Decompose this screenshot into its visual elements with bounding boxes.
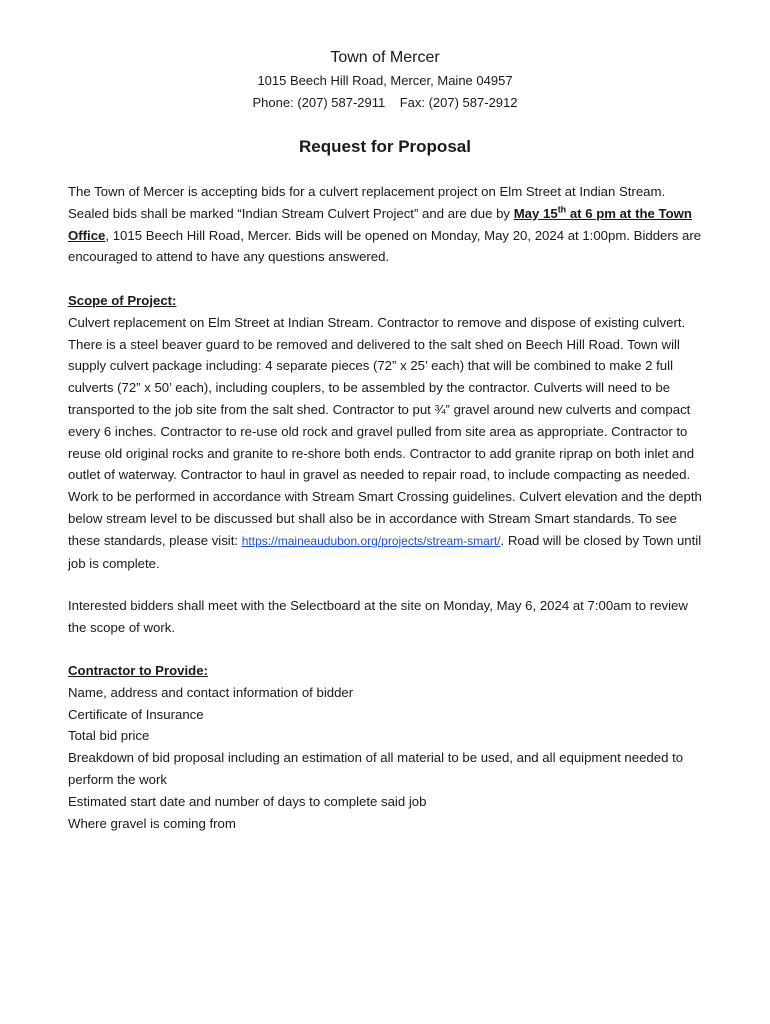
due-date-a: May 15 (513, 205, 558, 221)
scope-text: Culvert replacement on Elm Street at Indian Stream. Contractor to remove and dispose of existing culvert. There is a steel beaver guard to be removed and delivered to the salt shed on Beech Hill Road. Town will supply culvert package including: 4 separate pieces (72” x 25’ each) that will be combined to make 2 full culverts (72” x 50’ each), including couplers, to be assembled by the contractor. Culverts will need to be transported to the job site from the salt shed. Contractor to put ¾” gravel around new culverts and compact every 6 inches. Contractor to re-use old rock and gravel pulled from site area as appropriate. Contractor to reuse old original rocks and granite to re-shore both ends. Contractor to add granite riprap on both inlet and outlet of waterway. Contractor to haul in gravel as needed to repair road, to include compacting as needed. Work to be performed in accordance with Stream Smart Crossing guidelines. Culvert elevation and the depth below stream level to be discussed but shall also be in accordance with Stream Smart standards. To see these standards, please visit: (68, 314, 702, 548)
meeting-paragraph: Interested bidders shall meet with the Selectboard at the site on Monday, May 6, 2024 at 7:00am to review the scope of work. (68, 598, 688, 635)
scope-heading: Scope of Project: (68, 293, 177, 308)
document-title: Request for Proposal (299, 137, 471, 156)
list-item: Certificate of Insurance (68, 706, 204, 722)
list-item: Estimated start date and number of days to complete said job (68, 793, 427, 809)
list-item: Where gravel is coming from (68, 815, 236, 831)
scope-after-link: . Road will be closed by Town until job is complete. (68, 532, 702, 571)
intro-text-1: The Town of Mercer is accepting bids for a culvert replacement project on Elm Street at Indian Stream. Sealed bids shall be marked “Indian Stream Culvert Project” and are due by (68, 184, 666, 221)
org-phone-fax: Phone: (207) 587-2911 Fax: (207) 587-2912 (252, 95, 518, 110)
list-item: Breakdown of bid proposal including an estimation of all material to be used, and all equipment needed to perform the work (68, 750, 684, 787)
stream-smart-link[interactable]: https://maineaudubon.org/projects/stream-smart/ (241, 533, 501, 548)
intro-paragraph (68, 181, 708, 268)
org-address: 1015 Beech Hill Road, Mercer, Maine 04957 (257, 73, 513, 88)
scope-section (68, 290, 708, 574)
due-date-b: at 6 pm at the Town Office (68, 205, 692, 243)
list-item: Total bid price (68, 728, 150, 744)
provide-heading: Contractor to Provide: (68, 663, 208, 678)
intro-text-2: , 1015 Beech Hill Road, Mercer. Bids will be opened on Monday, May 20, 2024 at 1:00pm. Bidders are encouraged to attend to have any questions answered. (68, 227, 702, 265)
due-date-sup: th (557, 204, 567, 215)
list-item: Name, address and contact information of bidder (68, 684, 354, 700)
provide-section (68, 660, 708, 834)
org-name: Town of Mercer (330, 49, 440, 66)
